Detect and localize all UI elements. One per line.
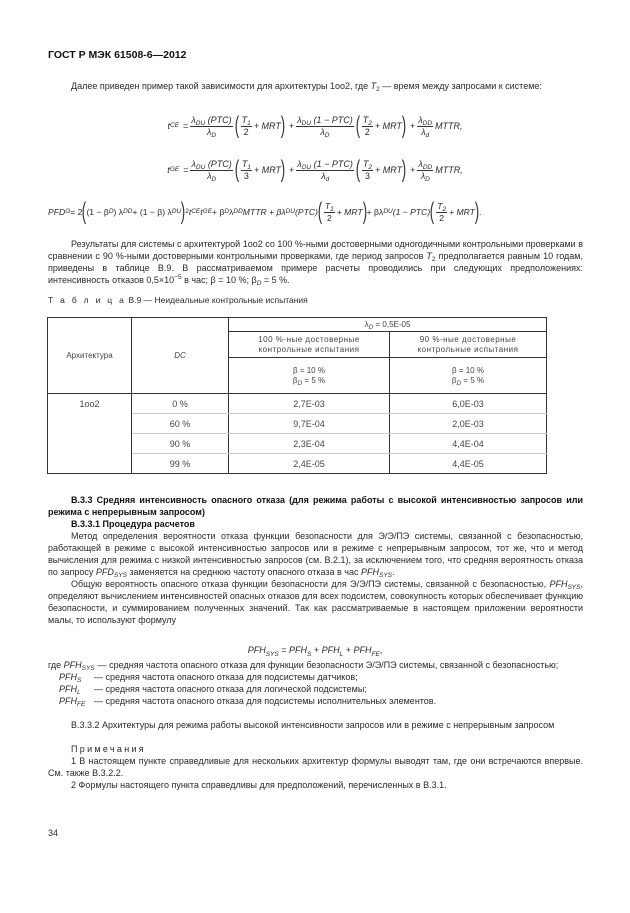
definition-item: $PFH_S$ — средняя частота опасного отказа для подсистемы датчиков;	[59, 672, 358, 684]
formula-pfhsys: $PFH_{SYS} = PFH_S + PFH_L + PFH_{FE}$,	[247, 645, 383, 658]
formula-tge: t GE = $\frac{\lambda_{DU} (PTC)}{\lambda_D}$ ( $\frac{T_1}{3}$ + MRT ) + $\frac{\lambda_{DU} (1 - PTC)}{\lambda_d}$ ( $\frac{T_2}{3}$ + MRT ) + $\frac{\lambda_{DD}}{\lambda_D}$ MTTR,	[167, 156, 463, 183]
paragraph-results: Результаты для системы с архитектурой 1oo2 со 100 %-ными достоверными одногодичными контрольными проверками в сравнении с 90 %-ными достоверными контрольными проверками, где период запросов $T_2$ предполагается равным 10 годам, приведены в таблице B.9. В рассматриваемом примере расчеты проводились при следующих предположениях: интенсивность отказов $0,5\times 10^{-5}$ в час; β = 10 %; $\beta_D = 5$ %.	[48, 239, 583, 287]
definition-item: $PFH_{FE}$ — средняя частота опасного отказа для подсистемы исполнительных элементов.	[59, 696, 437, 708]
formula-tce: t CE = $\frac{\lambda_{DU} (PTC)}{\lambda_D}$ ( $\frac{T_1}{2}$ + MRT ) + $\frac{\lambda_{DU} (1 - PTC)}{\lambda_D}$ ( $\frac{T_2}{2}$ + MRT ) + $\frac{\lambda_{DD}}{\lambda_d}$ MTTR,	[167, 112, 463, 139]
header-dc: DC	[132, 318, 229, 394]
table-row: 1oo2 0 % 2,7E-03 6,0E-03	[48, 394, 547, 414]
header-100: 100 %-ные достоверные контрольные испытания	[229, 332, 390, 358]
table-row: 60 % 9,7E-04 2,0E-03	[48, 414, 547, 434]
pfh-sys-subscript: SYS	[265, 651, 279, 658]
notes-title: Примечания	[71, 744, 146, 754]
note-2: 2 Формулы настоящего пункта справедливы для предположений, перечисленных в B.3.1.	[71, 780, 447, 790]
table-b9	[47, 317, 547, 474]
note-1: 1 В настоящем пункте справедливые для нескольких архитектур формулы выводят там, где они встречаются впервые. См. также B.3.2.2.	[48, 756, 583, 778]
paragraph-intro: Далее приведен пример такой зависимости для архитектуры 1oo2, где $T_2$ — время между запросами к системе:	[71, 81, 542, 93]
section-b33-heading: B.3.3 Средняя интенсивность опасного отказа (для режима работы с высокой интенсивностью запросов или режима с непрерывным запросом)	[48, 495, 583, 517]
header-architecture: Архитектура	[48, 318, 132, 394]
table-row: 99 % 2,4E-05 4,4E-05	[48, 454, 547, 474]
table-caption: Т а б л и ц а B.9 — Неидеальные контрольные испытания	[48, 295, 308, 305]
section-b331-heading: B.3.3.1 Процедура расчетов	[71, 519, 195, 529]
definitions-list	[48, 659, 583, 707]
section-b332-heading: B.3.3.2 Архитектуры для режима работы высокой интенсивности запросов или в режиме с непрерывным запросом	[71, 720, 555, 730]
table-row: 90 % 2,3E-04 4,4E-04	[48, 434, 547, 454]
header-beta-90: β = 10 % $\beta_D = 5$ %	[390, 358, 547, 394]
header-90: 90 %-ные достоверные контрольные испытания	[390, 332, 547, 358]
definition-item: где $PFH_{SYS}$ — средняя частота опасного отказа для функции безопасности Э/Э/ПЭ системы, связанной с безопасностью;	[48, 660, 559, 672]
definition-item: $PFH_L$ — средняя частота опасного отказа для логической подсистемы;	[59, 684, 367, 696]
page-number: 34	[48, 828, 59, 838]
paragraph-total: Общую вероятность опасного отказа функции безопасности для Э/Э/ПЭ системы, связанной с безопасностью, $PFH_{SYS}$, определяют вычислением интенсивностей опасных отказов для всех подсистем, совокупность которых обеспечивает функцию безопасности, и суммированием полученных значений. Так как рассматриваемые в настоящем приложении вероятности малы, то используют формулу	[48, 579, 583, 625]
header-beta-100: β = 10 % $\beta_D = 5$ %	[229, 358, 390, 394]
paragraph-method: Метод определения вероятности отказа функции безопасности для Э/Э/ПЭ системы, связанной с безопасностью, работающей в режиме с высокой интенсивностью запросов или в режиме с непрерывным запросом, тот же, что и метод вычисления для режима с низкой интенсивностью запросов (см. B.2.1), за исключением того, что средняя вероятность отказа по запросу $PFD_{SYS}$ заменяется на среднюю частоту опасного отказа в час $PFH_{SYS}$.	[48, 531, 583, 579]
document-header: ГОСТ Р МЭК 61508-6—2012	[48, 49, 187, 61]
header-lambda: $\lambda_D = 0,5E-05$	[229, 318, 547, 332]
formula-pfdg: PFD G = 2 ( (1 − β D ) λ DD + (1 − β) λ DU ) 2 t CE t GE + β D λ DD MTTR + βλ DU (PTC) ( $\frac{T_1}{2}$ + MRT ) + βλ DU (1 − PTC) ( $\frac{T_2}{2}$ + MRT ) .	[48, 198, 482, 225]
